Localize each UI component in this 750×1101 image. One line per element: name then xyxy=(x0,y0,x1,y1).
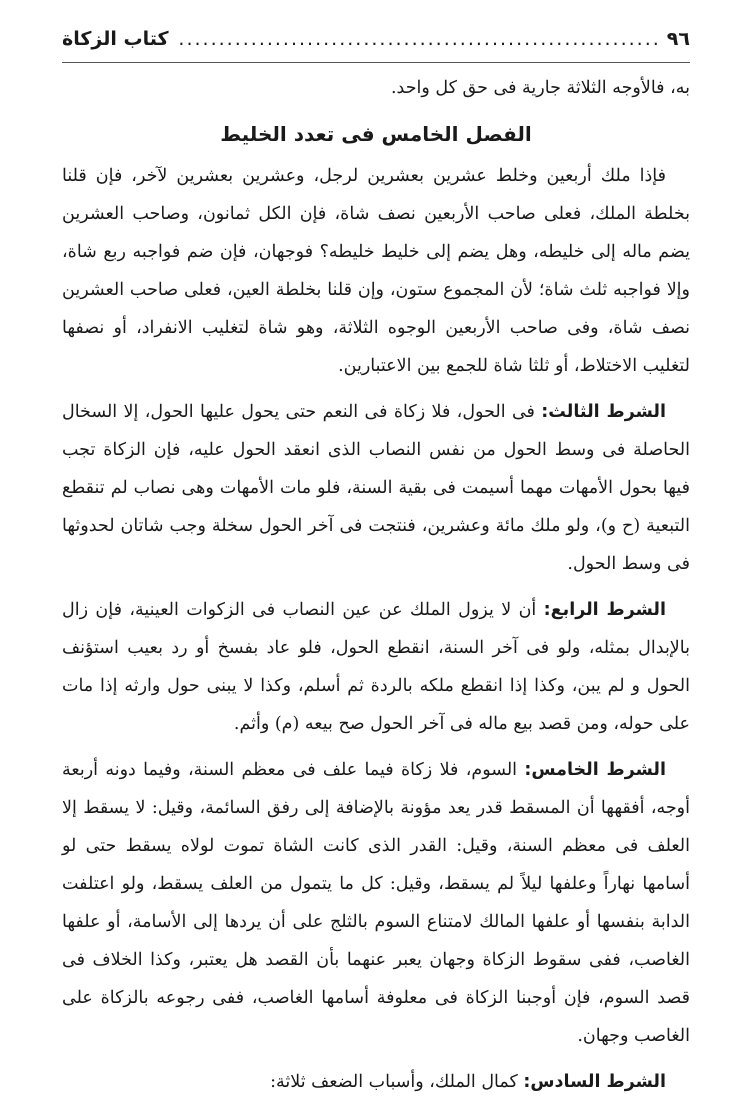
condition-four-text: أن لا يزول الملك عن عين النصاب فى الزكوات العينية، فإن زال بالإبدال بمثله، ولو فى آخر السنة، انقطع الحول، فلو عاد بفسخ أو رد بعيب استؤنف الحول و لم يبن، وكذا إذا انقطع ملكه بالردة ثم أسلم، وكذا لا يبنى حول وارثه إذا مات على حوله، ومن قصد بيع ماله فى آخر الحول صح بيعه (م) وأثم. xyxy=(62,600,690,734)
continuation-line: به، فالأوجه الثلاثة جارية فى حق كل واحد. xyxy=(390,78,690,98)
page-number: ٩٦ xyxy=(666,28,690,50)
condition-three-text: فى الحول، فلا زكاة فى النعم حتى يحول عليها الحول، إلا السخال الحاصلة فى وسط الحول من نفس النصاب الذى انعقد الحول عليه، فإن الزكاة تجب فيها بحول الأمهات مهما أسيمت فى بقية السنة، فلو مات الأمهات وهى نصاب لم تنقطع التبعية (ح و)، ولو ملك مائة وعشرين، فنتجت فى آخر الحول سخلة وجب شاتان لحدوثها فى وسط الحول. xyxy=(62,402,690,574)
condition-six-text: كمال الملك، وأسباب الضعف ثلاثة: xyxy=(270,1072,524,1092)
section-title: الفصل الخامس فى تعدد الخليط xyxy=(220,122,532,146)
condition-five-term: الشرط الخامس: xyxy=(524,760,666,780)
paragraph-condition-three xyxy=(62,393,690,583)
book-title: كتاب الزكاة xyxy=(62,28,169,50)
paragraph-condition-six xyxy=(62,1063,690,1101)
paragraph-condition-four xyxy=(62,591,690,743)
running-header xyxy=(62,28,690,63)
condition-six-term: الشرط السادس: xyxy=(523,1072,666,1092)
condition-four-term: الشرط الرابع: xyxy=(543,600,666,620)
paragraph-mixed-ownership: فإذا ملك أربعين وخلط عشرين بعشرين لرجل، وعشرين بعشرين لآخر، فإن قلنا بخلطة الملك، فعلى صاحب الأربعين نصف شاة، فإن الكل ثمانون، وصاحب العشرين يضم ماله إلى خليطه، وهل يضم إلى خليط خليطه؟ فوجهان، فإن ضم فواجبه ربع شاة، وإلا فواجبه ثلث شاة؛ لأن المجموع ستون، وإن قلنا بخلطة العين، فعلى صاحب العشرين نصف شاة، وفى صاحب الأربعين الوجوه الثلاثة، وهو شاة لتغليب الانفراد، أو نصفها لتغليب الاختلاط، أو ثلثا شاة للجمع بين الاعتبارين. xyxy=(62,166,690,376)
header-dot-leader xyxy=(175,28,661,50)
document-page xyxy=(62,28,690,1101)
condition-three-term: الشرط الثالث: xyxy=(541,402,666,422)
condition-five-text: السوم، فلا زكاة فيما علف فى معظم السنة، وفيما دونه أربعة أوجه، أفقهها أن المسقط قدر يعد مؤونة بالإضافة إلى رفق السائمة، وقيل: لا يسقط إلا العلف فى معظم السنة، وقيل: القدر الذى كانت الشاة تموت لولاه يسقط حتى لو أسامها نهاراً وعلفها ليلاً لم يسقط، وقيل: كل ما يتمول من العلف يسقط، ولو اعتلفت الدابة بنفسها أو علفها المالك لامتناع السوم بالثلج على أن يردها إلى الأسامة، أو علفها الغاصب، ففى سقوط الزكاة وجهان يعبر عنهما بأن القصد هل يعتبر، وكذا الخلاف فى قصد السوم، فإن أوجبنا الزكاة فى معلوفة أسامها الغاصب، ففى رجوعه بالزكاة على الغاصب وجهان. xyxy=(62,760,690,1046)
paragraph-condition-five xyxy=(62,751,690,1055)
